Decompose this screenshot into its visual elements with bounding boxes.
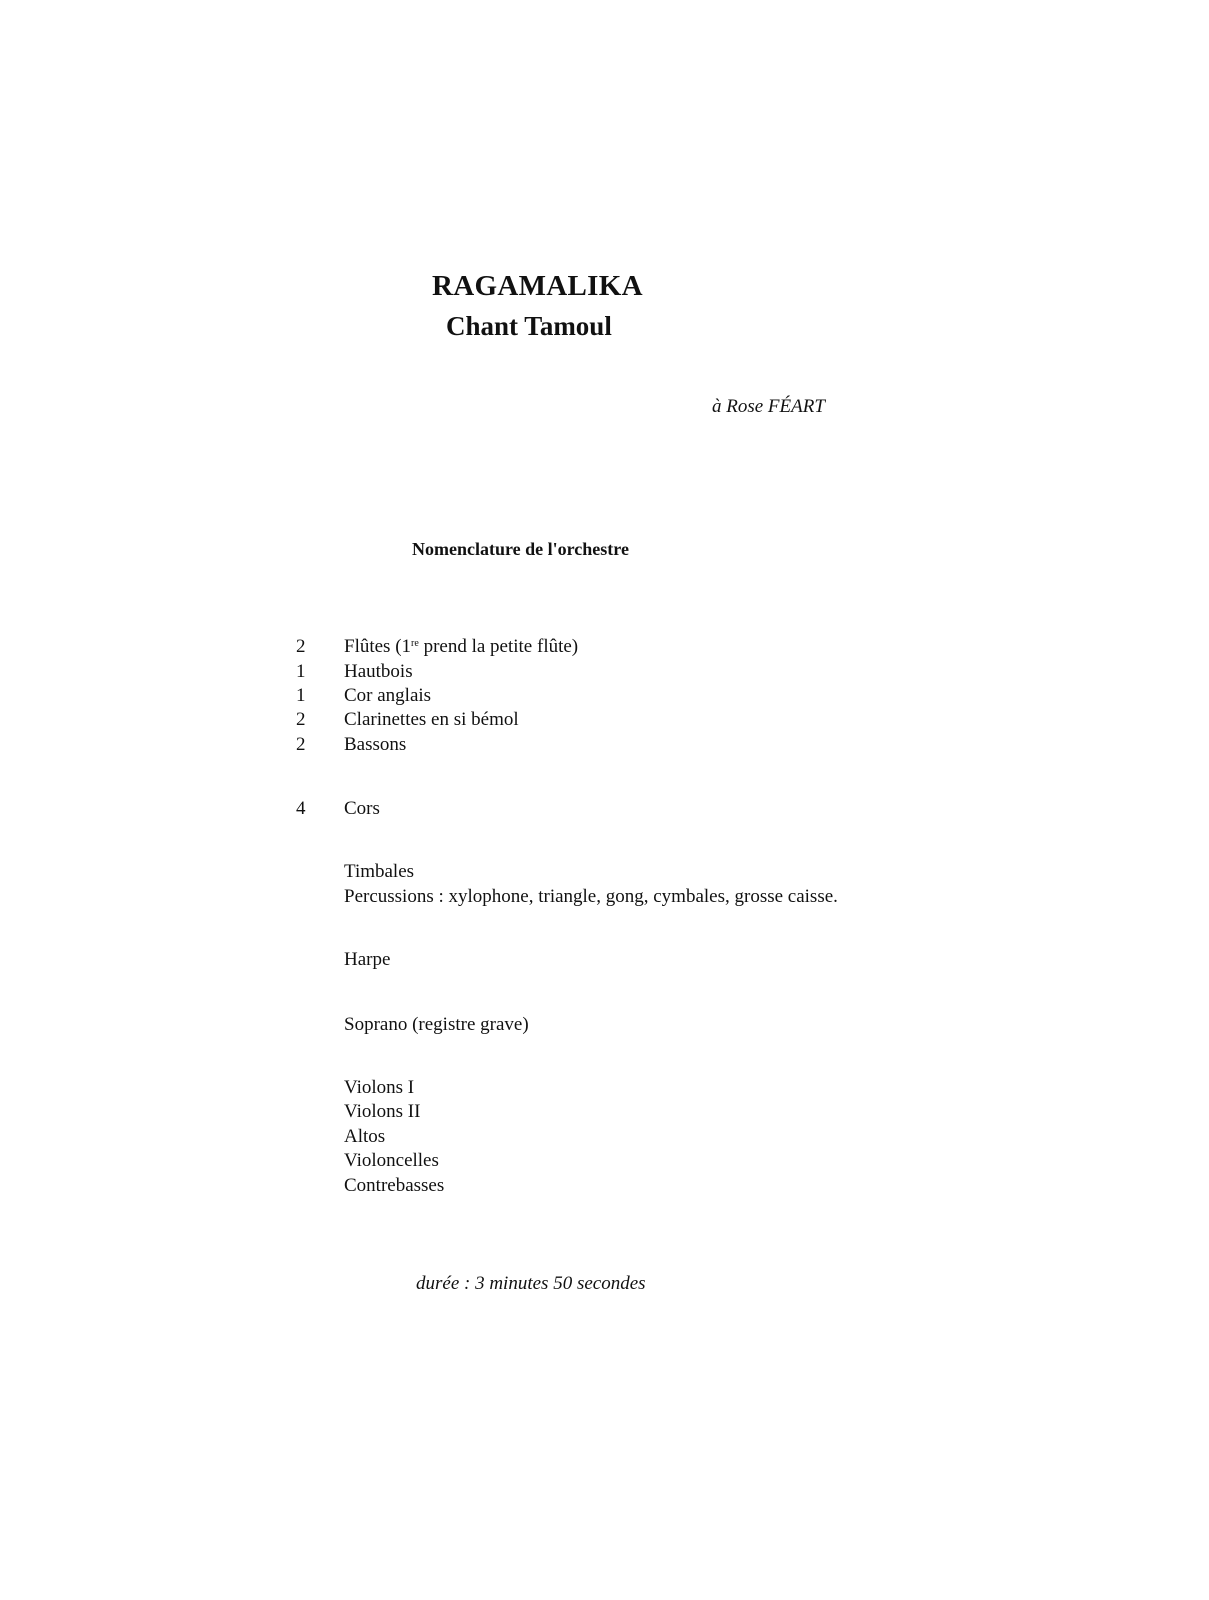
dedication: à Rose FÉART bbox=[712, 396, 825, 417]
instrument-count: 1 bbox=[296, 685, 306, 706]
page-title: RAGAMALIKA bbox=[432, 270, 643, 302]
ordinal-superscript: re bbox=[411, 638, 419, 649]
instrument-count: 2 bbox=[296, 734, 306, 755]
instrument-count: 2 bbox=[296, 709, 306, 730]
instrument-name: Cors bbox=[344, 798, 380, 819]
instrument-name: Violoncelles bbox=[344, 1150, 439, 1171]
instrument-name bbox=[344, 635, 578, 659]
instrument-name: Harpe bbox=[344, 949, 391, 970]
nomenclature-heading: Nomenclature de l'orchestre bbox=[412, 539, 629, 559]
instrument-name: Bassons bbox=[344, 734, 407, 755]
page-subtitle: Chant Tamoul bbox=[446, 311, 612, 341]
instrument-count: 1 bbox=[296, 661, 306, 682]
instrument-name: Altos bbox=[344, 1126, 386, 1147]
instrument-name: Contrebasses bbox=[344, 1175, 445, 1196]
instrument-count: 4 bbox=[296, 798, 306, 819]
instrument-name: Cor anglais bbox=[344, 685, 432, 706]
instrument-count: 2 bbox=[296, 636, 306, 657]
instrument-name: Soprano (registre grave) bbox=[344, 1014, 529, 1035]
instrument-name: Percussions : xylophone, triangle, gong, cymbales, grosse caisse. bbox=[344, 886, 838, 907]
flutes-note: prend la petite flûte) bbox=[418, 636, 579, 657]
instrument-name: Violons II bbox=[344, 1101, 421, 1122]
instrument-name: Timbales bbox=[344, 861, 415, 882]
duration: durée : 3 minutes 50 secondes bbox=[416, 1273, 646, 1294]
instrument-name: Violons I bbox=[344, 1077, 415, 1098]
instrument-name: Hautbois bbox=[344, 661, 413, 682]
instrument-name: Clarinettes en si bémol bbox=[344, 709, 519, 730]
flutes-label: Flûtes (1 bbox=[344, 636, 412, 657]
